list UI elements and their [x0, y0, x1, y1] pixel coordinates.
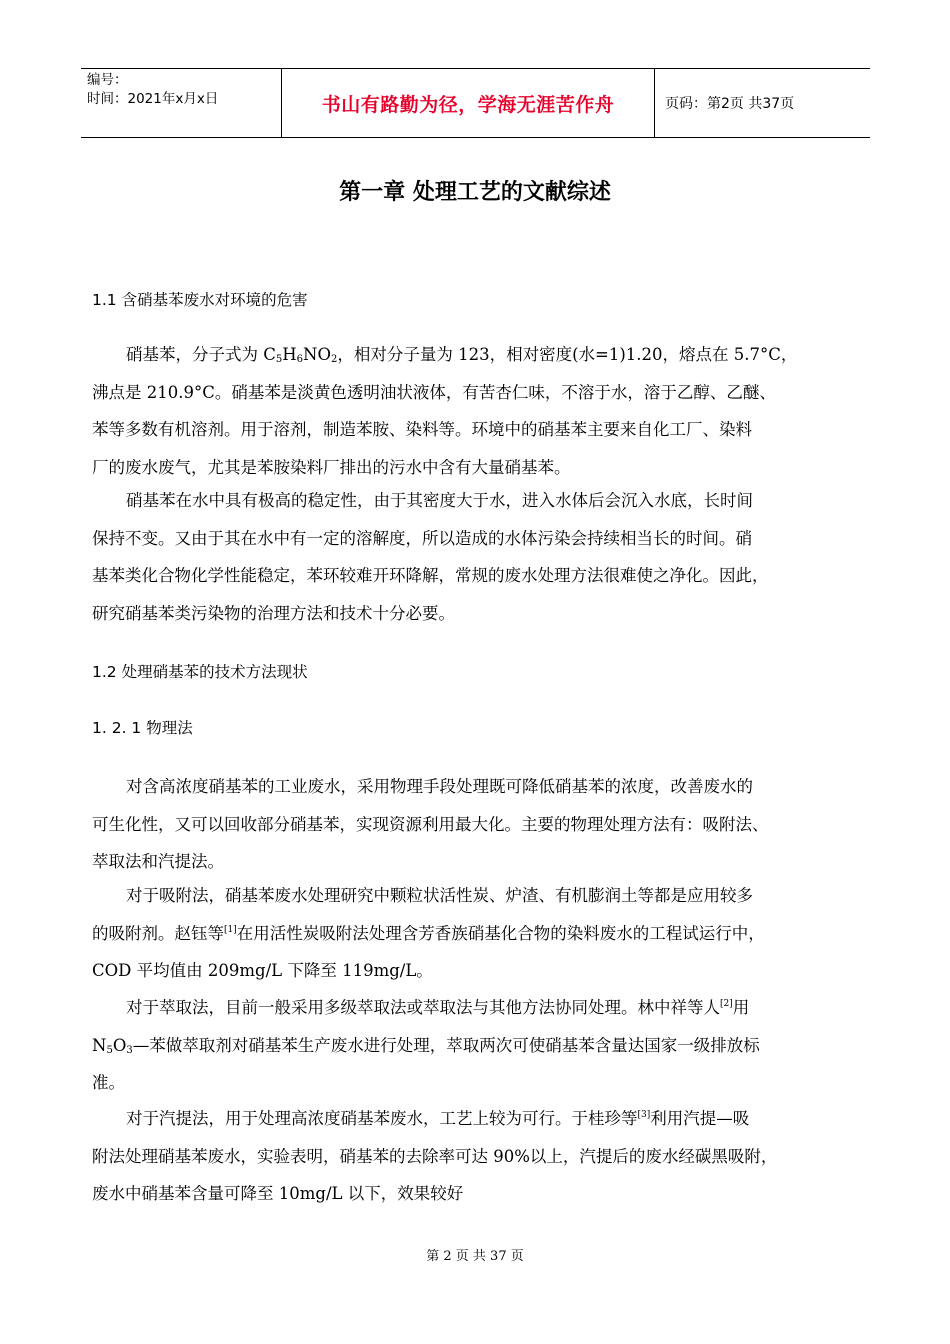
- header-motto: 书山有路勤为径，学海无涯苦作舟: [281, 69, 655, 137]
- citation-ref: [1]: [224, 924, 237, 935]
- page-header: [81, 68, 870, 138]
- paragraph-extraction: [92, 989, 862, 1102]
- text-line: 硝基苯，分子式为 $C_5H_6NO_2$，相对分子量为 123，相对密度(水=1)1.20，熔点在 5.7°C，: [126, 345, 798, 365]
- text-line: 可生化性，又可以回收部分硝基苯，实现资源利用最大化。主要的物理处理方法有：吸附法、: [92, 814, 769, 834]
- section-heading-1-2-1: 1. 2. 1 物理法: [92, 719, 193, 737]
- paragraph-nitrobenzene-stability: [92, 482, 862, 632]
- citation-ref: [2]: [720, 999, 733, 1009]
- header-meta: [81, 69, 281, 137]
- paragraph-adsorption: [92, 877, 862, 990]
- text-line: COD 平均值由 209mg/L 下降至 119mg/L。: [92, 961, 433, 980]
- page-footer: 第 2 页 共 37 页: [426, 1249, 524, 1264]
- text-line: 对于萃取法，目前一般采用多级萃取法或萃取法与其他方法协同处理。林中祥等人[2]用: [126, 998, 750, 1017]
- text-line: 准。: [92, 1073, 125, 1092]
- text-line: 苯等多数有机溶剂。用于溶剂，制造苯胺、染料等。环境中的硝基苯主要来自化工厂、染料: [92, 420, 752, 439]
- text-line: 沸点是 210.9°C。硝基苯是淡黄色透明油状液体，有苦杏仁味，不溶于水，溶于乙醇、乙醚、: [92, 382, 776, 402]
- text-line: 萃取法和汽提法。: [92, 852, 224, 871]
- text-line: $N_5O_3—$苯做萃取剂对硝基苯生产废水进行处理，萃取两次可使硝基苯含量达国家一级排放标: [92, 1035, 760, 1056]
- text-line: 附法处理硝基苯废水，实验表明，硝基苯的去除率可达 90%以上，汽提后的废水经碳黑吸附，: [92, 1146, 778, 1166]
- section-heading-1-1: 1.1 含硝基苯废水对环境的危害: [92, 291, 308, 309]
- text-line: 废水中硝基苯含量可降至 10mg/L 以下，效果较好: [92, 1184, 464, 1203]
- text-line: 保持不变。又由于其在水中有一定的溶解度，所以造成的水体污染会持续相当长的时间。硝: [92, 528, 752, 548]
- text-line: 厂的废水废气，尤其是苯胺染料厂排出的污水中含有大量硝基苯。: [92, 457, 571, 477]
- text-line: 研究硝基苯类污染物的治理方法和技术十分必要。: [92, 603, 455, 623]
- text-line: 基苯类化合物化学性能稳定，苯环较难开环降解，常规的废水处理方法很难使之净化。因此，: [92, 566, 769, 585]
- paragraph-nitrobenzene-properties: [92, 336, 862, 486]
- text-line: 的吸附剂。赵钰等[1]在用活性炭吸附法处理含芳香族硝基化合物的染料废水的工程试运行中，: [92, 923, 765, 943]
- text-line: 对于汽提法，用于处理高浓度硝基苯废水，工艺上较为可行。于桂珍等[3]利用汽提—吸: [126, 1109, 750, 1128]
- paragraph-physical-methods: [92, 768, 862, 881]
- document-date: 时间：2021年x月x日: [87, 91, 219, 107]
- citation-ref: [3]: [637, 1110, 651, 1120]
- text-line: 对于吸附法，硝基苯废水处理研究中颗粒状活性炭、炉渣、有机膨润土等都是应用较多: [126, 886, 753, 905]
- paragraph-steam-stripping: [92, 1100, 862, 1213]
- text-line: 硝基苯在水中具有极高的稳定性，由于其密度大于水，进入水体后会沉入水底，长时间: [126, 491, 753, 510]
- text-line: 对含高浓度硝基苯的工业废水，采用物理手段处理既可降低硝基苯的浓度，改善废水的: [126, 777, 753, 796]
- header-page-info: 页码：第2页 共37页: [665, 96, 795, 112]
- section-heading-1-2: 1.2 处理硝基苯的技术方法现状: [92, 663, 308, 681]
- chapter-title: 第一章 处理工艺的文献综述: [339, 180, 611, 205]
- document-number: 编号：: [87, 72, 128, 88]
